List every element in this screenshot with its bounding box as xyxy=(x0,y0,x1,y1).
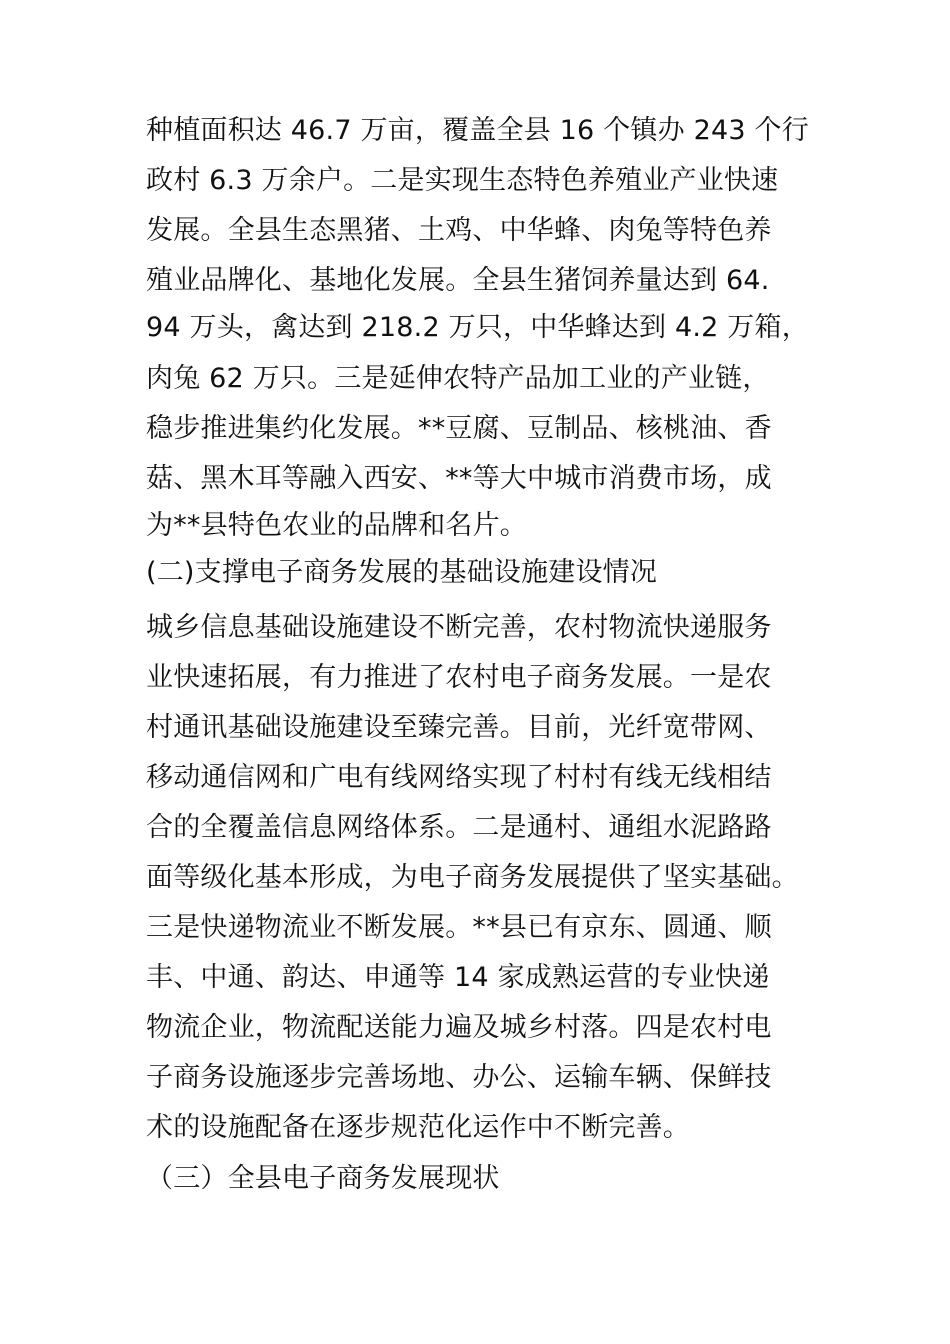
text-line: 面等级化基本形成，为电子商务发展提供了坚实基础。 xyxy=(146,862,799,893)
text-line: 稳步推进集约化发展。**豆腐、豆制品、核桃油、香 xyxy=(146,413,772,444)
text-line: 业快速拓展，有力推进了农村电子商务发展。一是农 xyxy=(146,662,772,693)
text-line: 为**县特色农业的品牌和名片。 xyxy=(146,510,527,541)
text-line: 发展。全县生态黑猪、土鸡、中华蜂、肉兔等特色养 xyxy=(146,215,772,246)
section-heading: (二)支撑电子商务发展的基础设施建设情况 xyxy=(146,557,658,588)
text-line: 术的设施配备在逐步规范化运作中不断完善。 xyxy=(146,1112,690,1143)
text-line: 肉兔 62 万只。三是延伸农特产品加工业的产业链， xyxy=(146,363,770,394)
text-line: 子商务设施逐步完善场地、办公、运输车辆、保鲜技 xyxy=(146,1062,772,1093)
text-line: 殖业品牌化、基地化发展。全县生猪饲养量达到 64. xyxy=(146,265,770,296)
text-line: 移动通信网和广电有线网络实现了村村有线无线相结 xyxy=(146,762,772,793)
text-line: 三是快递物流业不断发展。**县已有京东、圆通、顺 xyxy=(146,912,772,943)
text-line: 政村 6.3 万余户。二是实现生态特色养殖业产业快速 xyxy=(146,165,779,196)
text-line: 菇、黑木耳等融入西安、**等大中城市消费市场，成 xyxy=(146,463,772,494)
text-line: 合的全覆盖信息网络体系。二是通村、通组水泥路路 xyxy=(146,812,772,843)
section-heading: （三）全县电子商务发展现状 xyxy=(146,1163,500,1194)
text-line: 物流企业，物流配送能力遍及城乡村落。四是农村电 xyxy=(146,1012,772,1043)
text-line: 城乡信息基础设施建设不断完善，农村物流快递服务 xyxy=(146,612,772,643)
text-line: 村通讯基础设施建设至臻完善。目前，光纤宽带网、 xyxy=(146,712,772,743)
text-line: 种植面积达 46.7 万亩，覆盖全县 16 个镇办 243 个行 xyxy=(146,115,809,146)
text-line: 94 万头，禽达到 218.2 万只，中华蜂达到 4.2 万箱， xyxy=(146,312,809,343)
text-line: 丰、中通、韵达、申通等 14 家成熟运营的专业快递 xyxy=(146,962,770,993)
